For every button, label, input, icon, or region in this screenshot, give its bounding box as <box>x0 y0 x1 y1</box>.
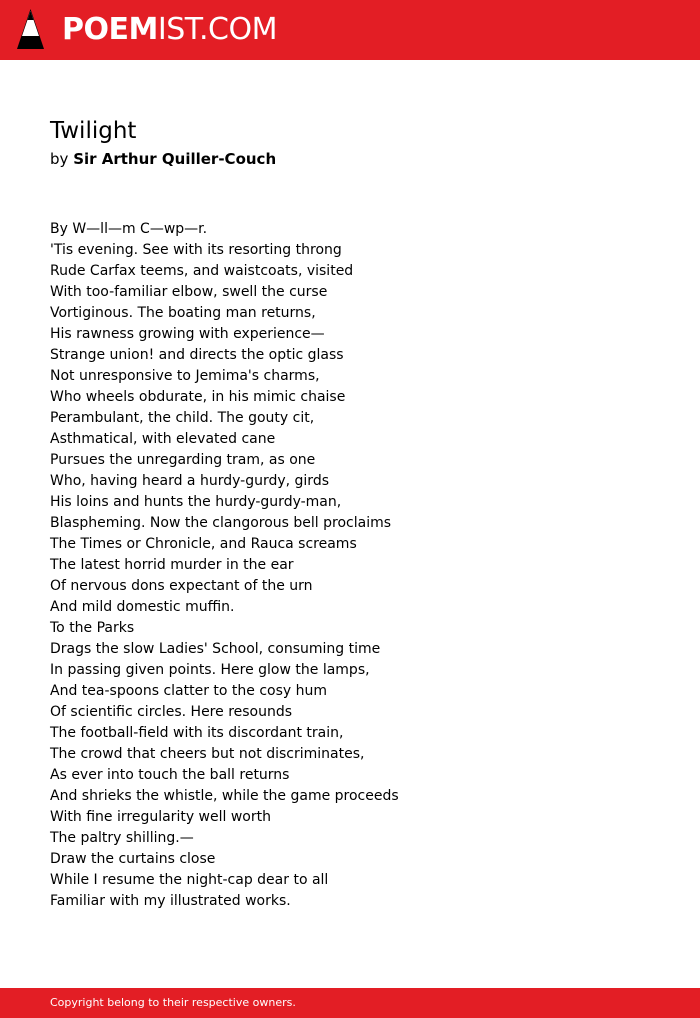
poem-line: To the Parks <box>50 620 135 636</box>
poem-line: Not unresponsive to Jemima's charms, <box>50 368 320 384</box>
poem-author: Sir Arthur Quiller-Couch <box>73 150 277 168</box>
site-header <box>0 0 700 60</box>
poem-line: The football-field with its discordant train, <box>50 725 344 741</box>
poem-line: The Times or Chronicle, and Rauca screams <box>50 536 357 552</box>
poem-line: And shrieks the whistle, while the game proceeds <box>50 788 399 804</box>
logo-bold-text: POEM <box>62 12 158 47</box>
by-label: by <box>50 150 69 168</box>
poem-line: The latest horrid murder in the ear <box>50 557 294 573</box>
logo-light-text: IST.COM <box>157 12 277 47</box>
poem-line: While I resume the night-cap dear to all <box>50 872 329 888</box>
poem-line: Of scientific circles. Here resounds <box>50 704 293 720</box>
poem-line: His rawness growing with experience— <box>50 326 325 342</box>
poem-line: Draw the curtains close <box>50 851 216 867</box>
poem-line: Who wheels obdurate, in his mimic chaise <box>50 389 346 405</box>
site-logo[interactable] <box>62 12 277 48</box>
site-footer <box>0 988 700 1018</box>
poem-line: As ever into touch the ball returns <box>50 767 290 783</box>
poem-line: And mild domestic muffin. <box>50 599 235 615</box>
poem-line: Asthmatical, with elevated cane <box>50 431 276 447</box>
poem-line: Strange union! and directs the optic glass <box>50 347 344 363</box>
poem-line: The paltry shilling.— <box>50 830 194 846</box>
poem-line: The crowd that cheers but not discriminates, <box>50 746 365 762</box>
poem-line: By W—ll—m C—wp—r. <box>50 221 208 237</box>
poem-line: Rude Carfax teems, and waistcoats, visited <box>50 263 354 279</box>
poem-line: In passing given points. Here glow the lamps, <box>50 662 370 678</box>
poem-byline <box>50 148 276 170</box>
poem-line: His loins and hunts the hurdy-gurdy-man, <box>50 494 342 510</box>
copyright-text: Copyright belong to their respective owners. <box>50 996 296 1009</box>
poem-line: Of nervous dons expectant of the urn <box>50 578 313 594</box>
poem-line: With too-familiar elbow, swell the curse <box>50 284 328 300</box>
poem-line: Drags the slow Ladies' School, consuming time <box>50 641 381 657</box>
poem-line: 'Tis evening. See with its resorting throng <box>50 242 342 258</box>
poem-line: Blaspheming. Now the clangorous bell proclaims <box>50 515 392 531</box>
poem-line: Familiar with my illustrated works. <box>50 893 291 909</box>
poem-title: Twilight <box>50 118 137 144</box>
poem-line: And tea-spoons clatter to the cosy hum <box>50 683 328 699</box>
poem-body <box>50 219 399 912</box>
poem-line: Vortiginous. The boating man returns, <box>50 305 316 321</box>
poem-line: Pursues the unregarding tram, as one <box>50 452 316 468</box>
poem-line: Who, having heard a hurdy-gurdy, girds <box>50 473 330 489</box>
poem-line: Perambulant, the child. The gouty cit, <box>50 410 315 426</box>
pencil-tip-icon <box>17 9 44 51</box>
poem-line: With fine irregularity well worth <box>50 809 271 825</box>
